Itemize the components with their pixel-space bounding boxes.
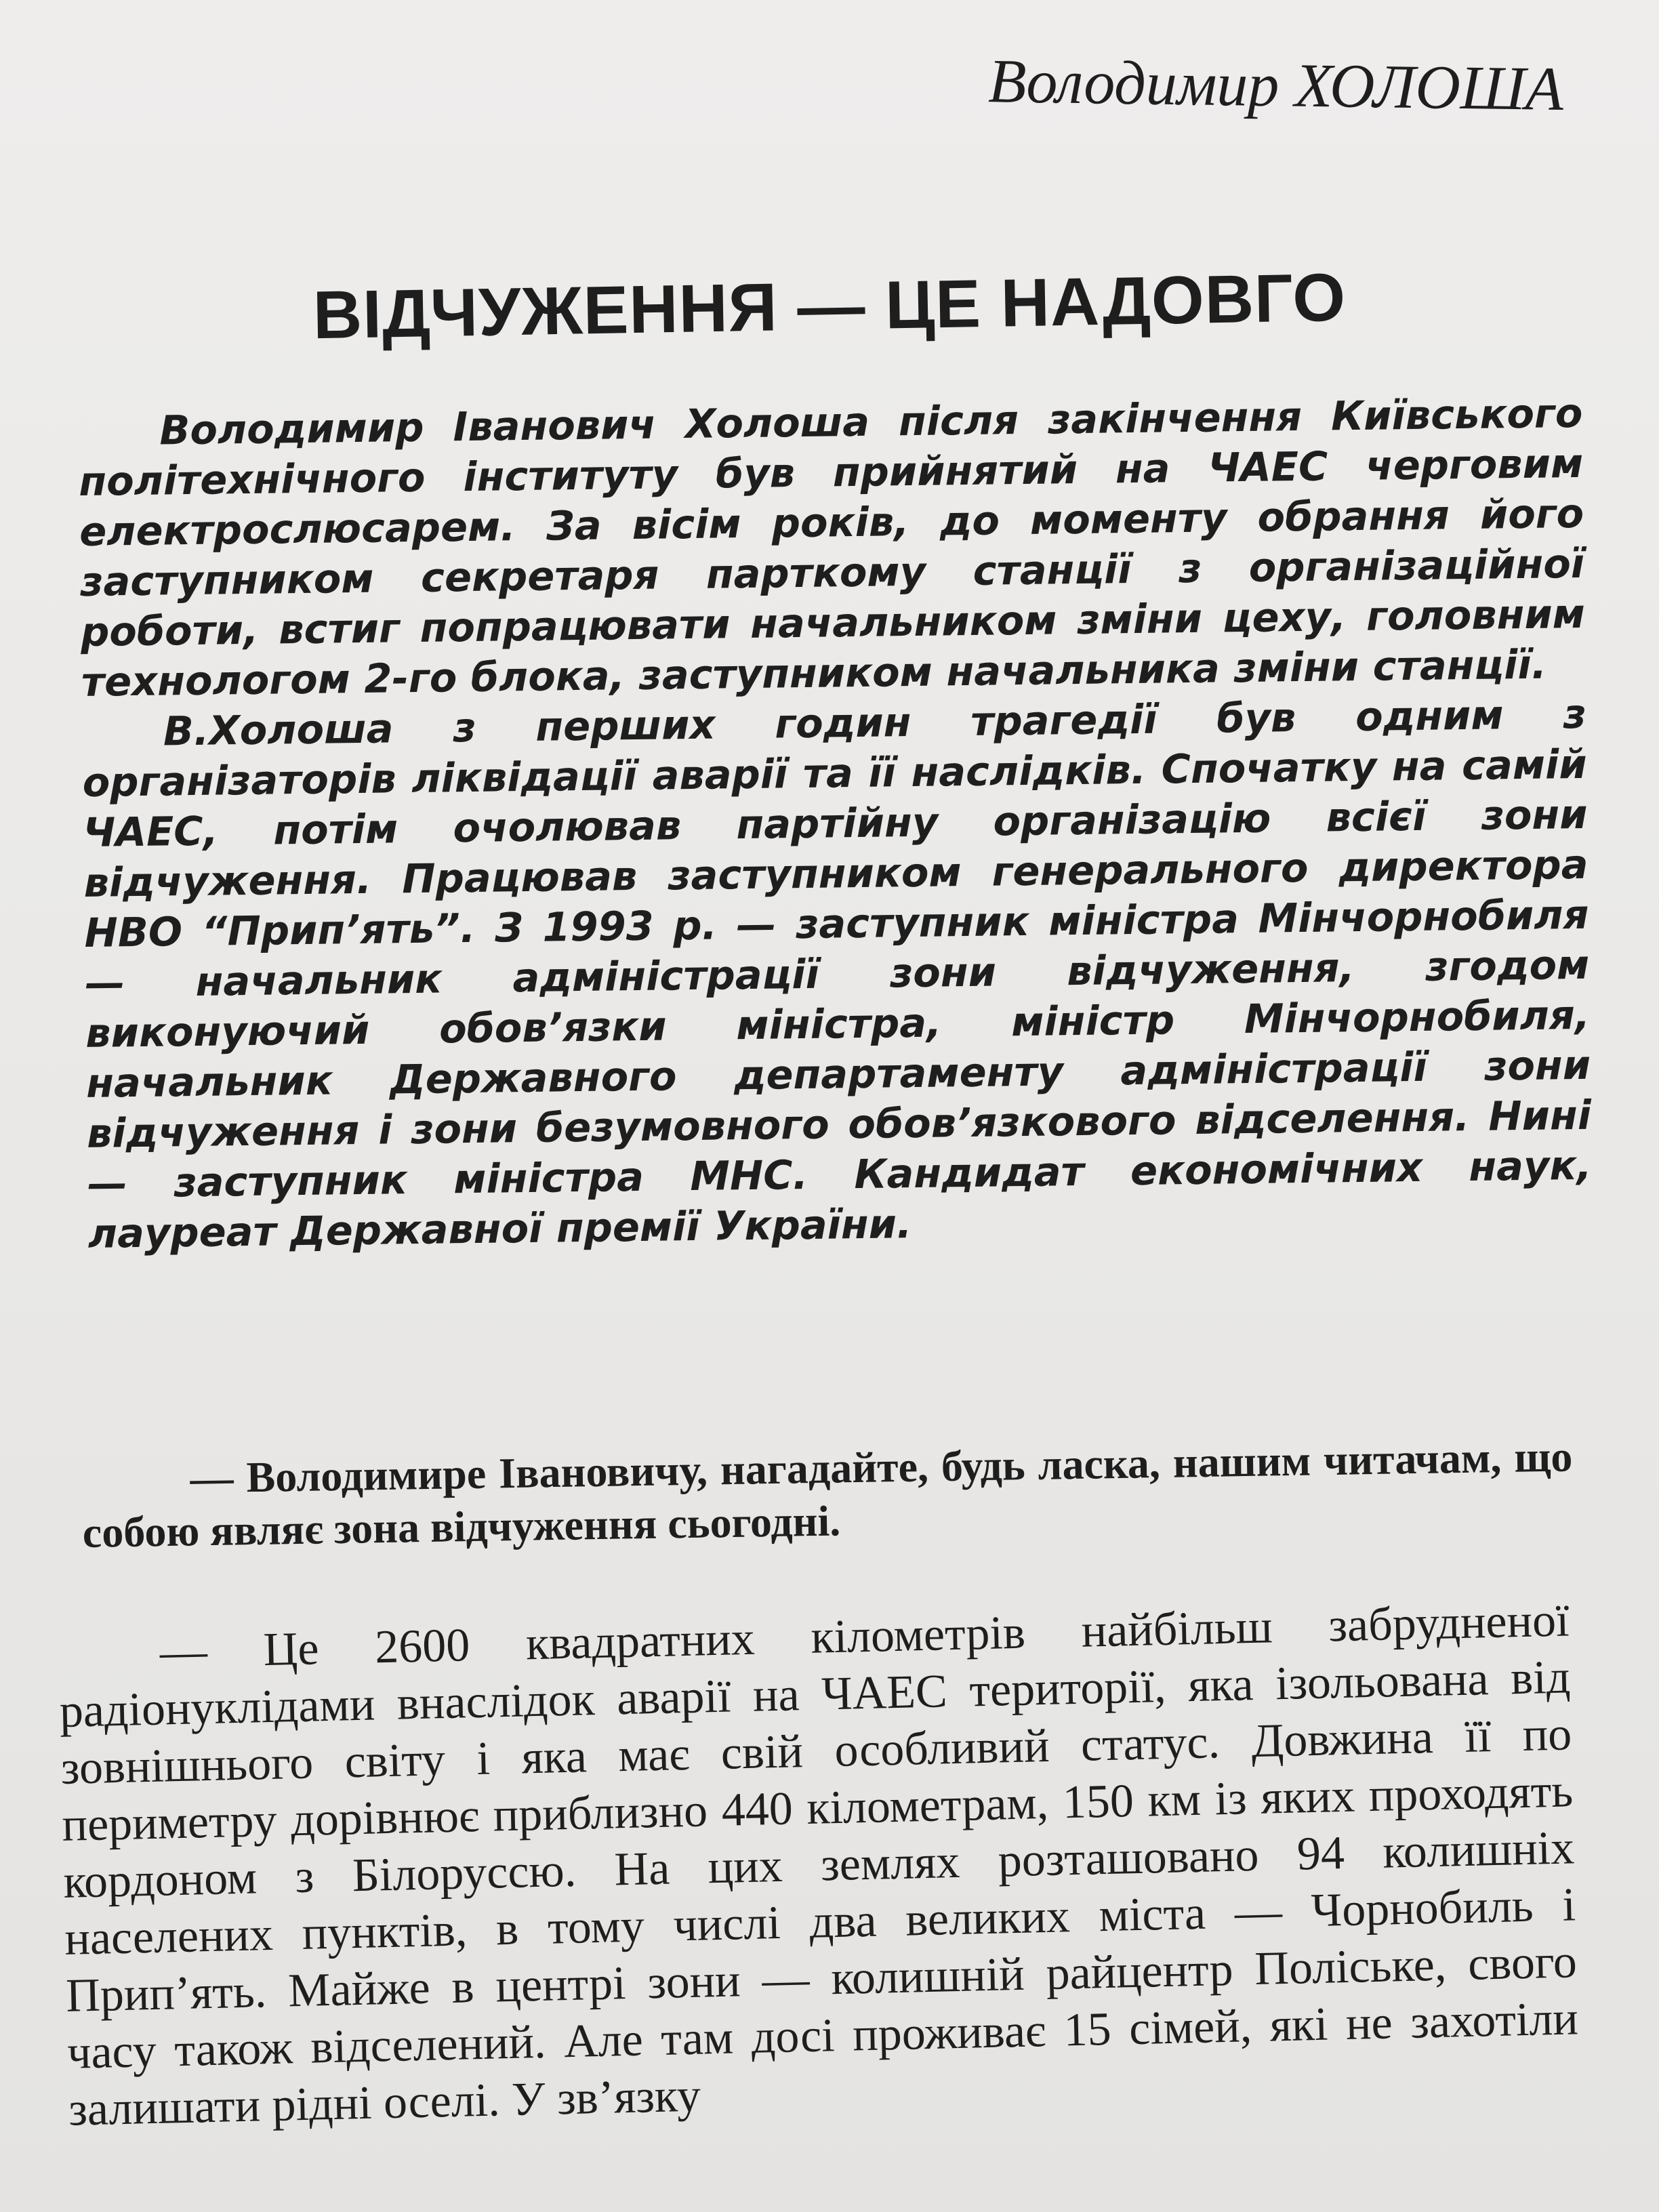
author-biography: [78, 388, 1593, 1259]
bio-paragraph: В.Холоша з перших годин трагедії був одним з організаторів ліквідації аварії та її наслідків. Спочатку на самій ЧАЕС, потім очолював партійну організацію всієї зони відчуження. Працював заступником генерального директора НВО “Прип’ять”. З 1993 р. — заступник міністра Мінчорнобиля — начальник адміністрації зони відчуження, згодом виконуючий обов’язки міністра, міністр Мінчорнобиля, начальник Державного департаменту адміністрації зони відчуження і зони безумовного обов’язкового відселення. Нині — заступник міністра МНС. Кандидат економічних наук, лауреат Державної премії України.: [82, 690, 1593, 1257]
bio-paragraph: Володимир Іванович Холоша після закінчення Київського політехнічного інституту був прийнятий на ЧАЕС черговим електрослюсарем. За вісім років, до моменту обрання його заступником секретаря парткому станції з організаційної роботи, встиг попрацювати начальником зміни цеху, головним технологом 2-го блока, заступником начальника зміни станції.: [78, 389, 1586, 705]
interview-answer: [58, 1592, 1580, 2138]
article-title: ВІДЧУЖЕННЯ — ЦЕ НАДОВГО: [312, 259, 1347, 354]
author-header: Володимир ХОЛОША: [987, 46, 1564, 123]
question-paragraph: — Володимире Івановичу, нагадайте, будь ласка, нашим читачам, що собою являє зона відчуження сьогодні.: [82, 1432, 1573, 1557]
interview-question: [81, 1430, 1574, 1559]
answer-paragraph: — Це 2600 квадратних кілометрів найбільш забрудненої радіонуклідами внаслідок аварії на ЧАЕС території, яка ізольована від зовнішнього світу і яка має свій особливий статус. Довжина її по периметру дорівнює приблизно 440 кілометрам, 150 км із яких проходять кордоном з Білоруссю. На цих землях розташовано 94 колишніх населених пунктів, в тому числі два великих міста — Чорнобиль і Прип’ять. Майже в центрі зони — колишній райцентр Поліське, свого часу також відселений. Але там досі проживає 15 сімей, які не захотіли залишати рідні оселі. У зв’язку: [58, 1594, 1579, 2136]
